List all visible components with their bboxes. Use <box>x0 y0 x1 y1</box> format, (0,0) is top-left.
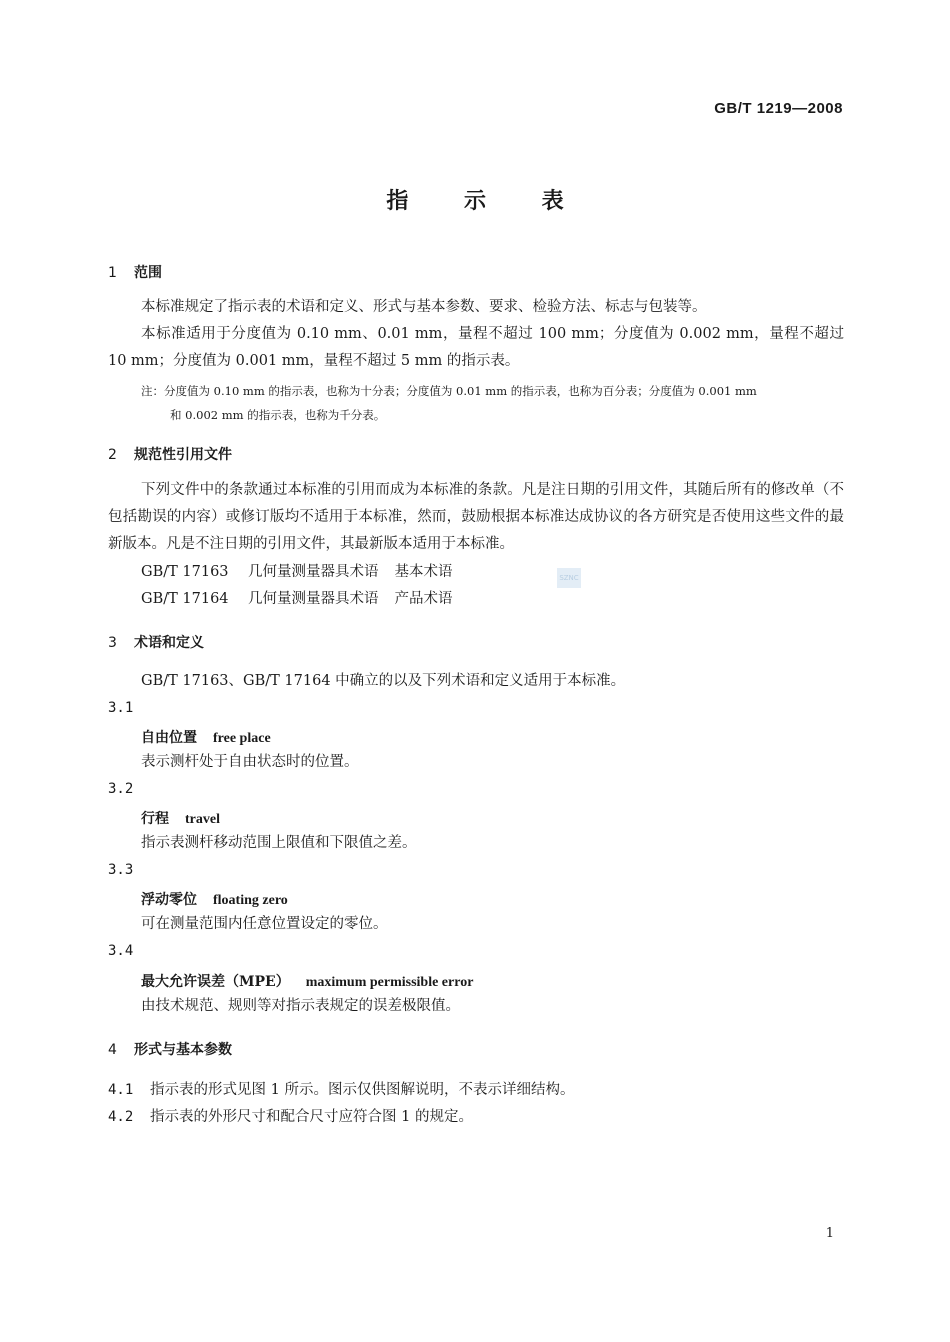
reference-title-a: 几何量测量器具术语 <box>248 564 379 580</box>
term-number: 3.2 <box>108 781 134 797</box>
section-2-heading <box>108 444 232 464</box>
term-heading <box>141 889 288 909</box>
reference-title-b: 产品术语 <box>394 591 453 607</box>
reference-code: GB/T 17163 <box>141 564 229 580</box>
clause-number: 4.1 <box>108 1082 134 1098</box>
term-zh: 最大允许误差（MPE） <box>141 974 290 990</box>
terms-intro: GB/T 17163、GB/T 17164 中确立的以及下列术语和定义适用于本标准。 <box>141 673 626 689</box>
reference-item <box>141 559 453 586</box>
section-title: 范围 <box>134 265 162 281</box>
scope-note-line-1: 注：分度值为 0.10 mm 的指示表，也称为十分表；分度值为 0.01 mm 的指示表，也称为百分表；分度值为 0.001 mm <box>141 384 757 398</box>
scope-paragraph-1: 本标准规定了指示表的术语和定义、形式与基本参数、要求、检验方法、标志与包装等。 <box>141 299 707 315</box>
term-zh: 自由位置 <box>141 730 197 746</box>
clause-item <box>108 1078 574 1099</box>
reference-code: GB/T 17164 <box>141 591 229 607</box>
term-heading <box>141 808 220 828</box>
scope-paragraph-2: 本标准适用于分度值为 0.10 mm、0.01 mm，量程不超过 100 mm；分度值为 0.002 mm，量程不超过 10 mm；分度值为 0.001 mm，量程不超过 5 mm 的指示表。 <box>108 326 844 369</box>
term-heading <box>141 727 271 747</box>
clause-item <box>108 1105 473 1126</box>
page-title: 指 示 表 <box>386 188 588 214</box>
section-3-heading <box>108 632 204 652</box>
term-heading <box>141 971 473 991</box>
section-number: 1 <box>108 265 117 281</box>
term-zh: 行程 <box>141 811 169 827</box>
term-en: travel <box>185 812 220 827</box>
section-1-heading <box>108 262 162 282</box>
section-4-heading <box>108 1039 232 1059</box>
section-number: 4 <box>108 1042 117 1058</box>
standard-code: GB/T 1219—2008 <box>714 100 843 117</box>
term-en: maximum permissible error <box>305 975 474 990</box>
term-definition: 可在测量范围内任意位置设定的零位。 <box>141 916 388 932</box>
term-number: 3.3 <box>108 862 134 878</box>
term-en: floating zero <box>213 893 288 908</box>
section-number: 2 <box>108 447 117 463</box>
term-definition: 由技术规范、规则等对指示表规定的误差极限值。 <box>141 998 460 1014</box>
term-definition: 表示测杆处于自由状态时的位置。 <box>141 754 359 770</box>
section-title: 术语和定义 <box>134 635 204 651</box>
term-number: 3.4 <box>108 943 134 959</box>
clause-text: 指示表的外形尺寸和配合尺寸应符合图 1 的规定。 <box>150 1109 473 1125</box>
term-number: 3.1 <box>108 700 134 716</box>
clause-number: 4.2 <box>108 1109 134 1125</box>
section-title: 形式与基本参数 <box>134 1042 232 1058</box>
clause-text: 指示表的形式见图 1 所示。图示仅供图解说明，不表示详细结构。 <box>150 1082 575 1098</box>
term-zh: 浮动零位 <box>141 892 197 908</box>
normative-references-paragraph: 下列文件中的条款通过本标准的引用而成为本标准的条款。凡是注日期的引用文件，其随后所有的修改单（不包括勘误的内容）或修订版均不适用于本标准，然而，鼓励根据本标准达成协议的各方研究是否使用这些文件的最新版本。凡是不注日期的引用文件，其最新版本适用于本标准。 <box>108 482 844 552</box>
page-number: 1 <box>825 1226 834 1241</box>
scope-note-line-2: 和 0.002 mm 的指示表，也称为千分表。 <box>170 408 386 422</box>
section-number: 3 <box>108 635 117 651</box>
watermark-logo: SZNC <box>557 568 581 588</box>
reference-title-a: 几何量测量器具术语 <box>248 591 379 607</box>
section-title: 规范性引用文件 <box>134 447 232 463</box>
reference-item <box>141 586 453 613</box>
reference-title-b: 基本术语 <box>394 564 453 580</box>
term-definition: 指示表测杆移动范围上限值和下限值之差。 <box>141 835 417 851</box>
term-en: free place <box>213 731 271 746</box>
